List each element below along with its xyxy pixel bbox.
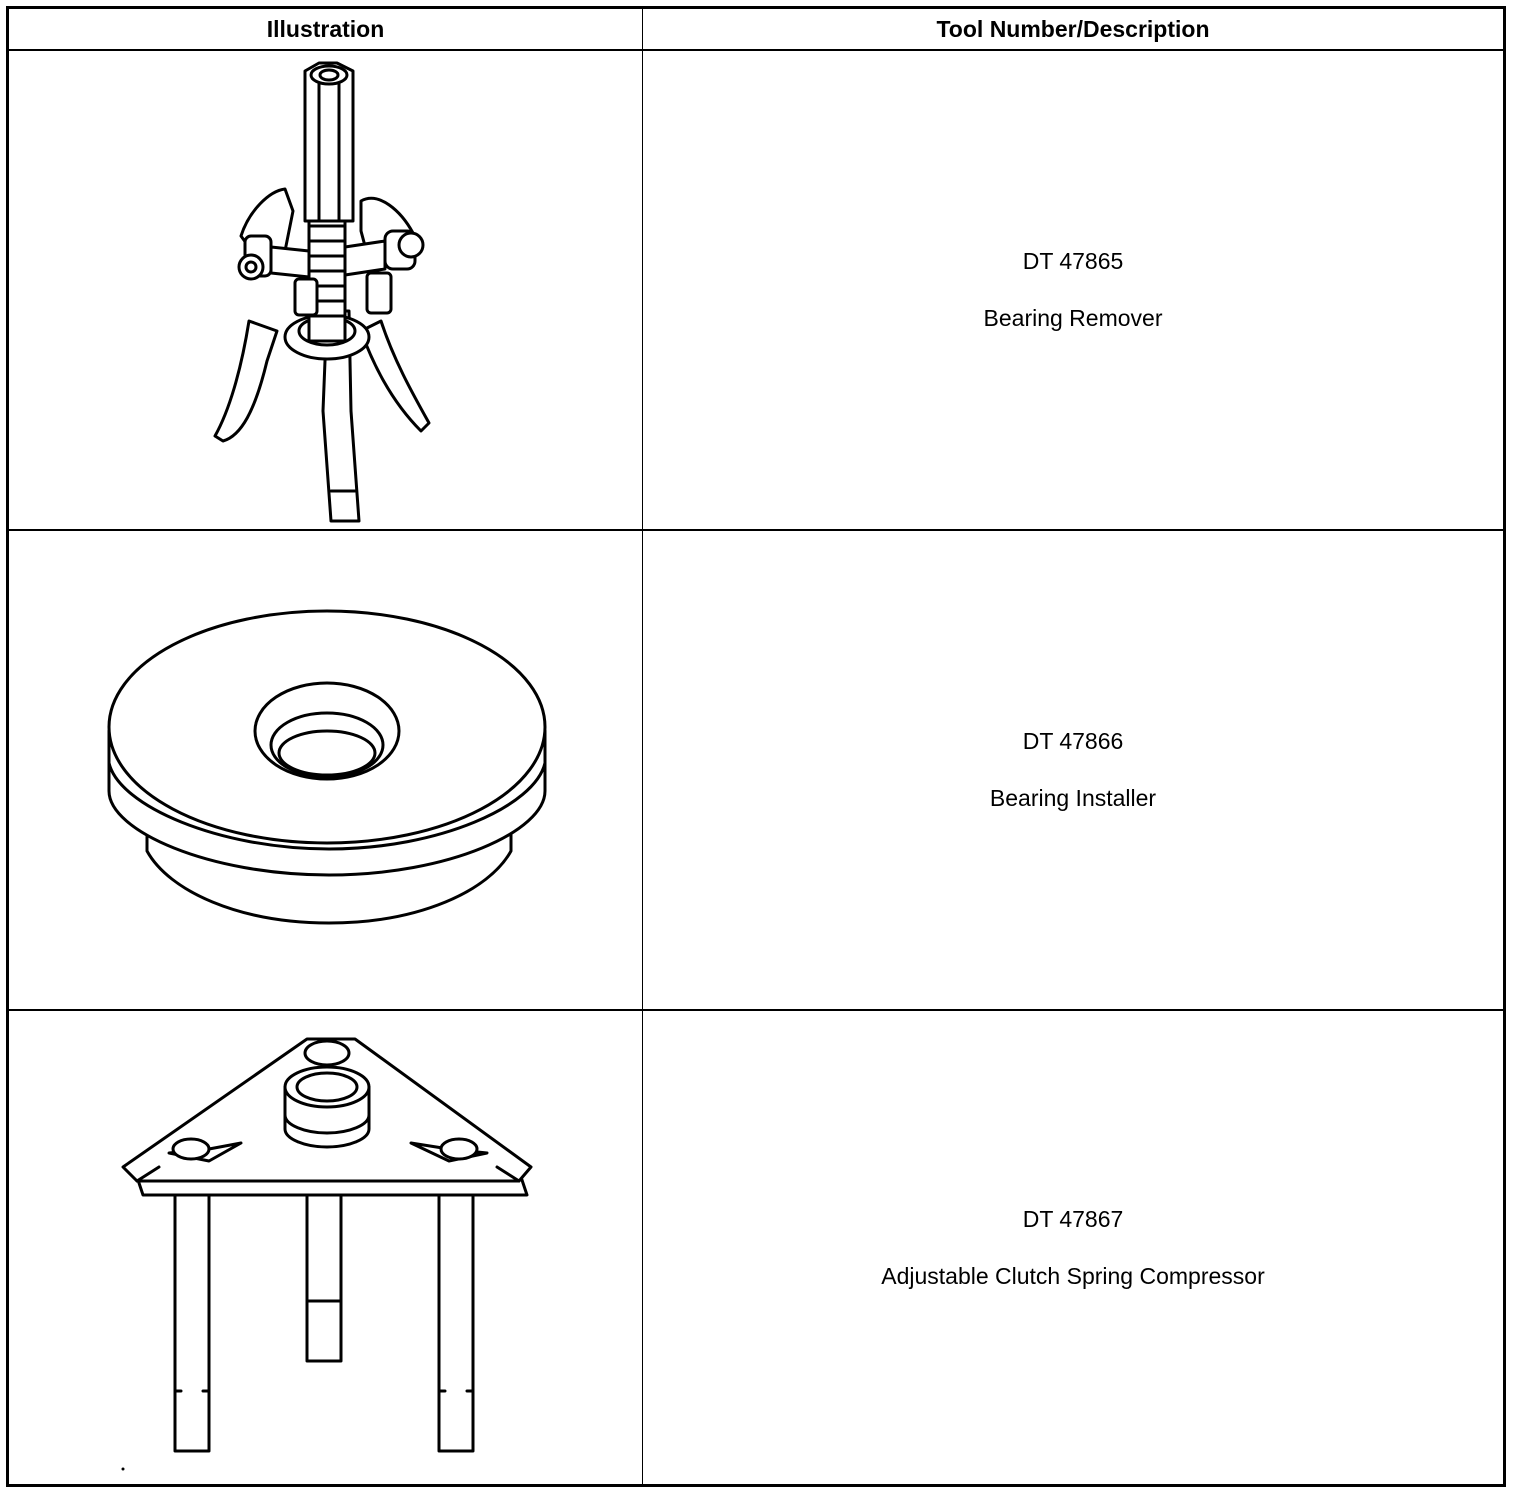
tool-description: Adjustable Clutch Spring Compressor	[881, 1262, 1265, 1289]
illustration-cell	[9, 531, 642, 1009]
header-tool-number-description: Tool Number/Description	[936, 15, 1210, 42]
description-cell	[643, 1011, 1503, 1484]
table-row	[9, 51, 1503, 529]
table-header-row	[9, 9, 1503, 51]
three-jaw-bearing-remover-icon	[9, 51, 642, 529]
tool-description: Bearing Remover	[983, 305, 1163, 331]
table-row	[9, 531, 1503, 1009]
illustration-cell	[9, 51, 642, 529]
description-cell	[643, 51, 1503, 529]
tool-number: DT 47865	[1022, 248, 1124, 274]
tool-description: Bearing Installer	[989, 785, 1157, 811]
table-row	[9, 1011, 1503, 1484]
clutch-spring-compressor-icon	[9, 1011, 642, 1484]
header-illustration: Illustration	[266, 15, 385, 42]
bearing-installer-disc-icon	[9, 531, 642, 1009]
tool-number: DT 47867	[1022, 1205, 1124, 1232]
description-cell	[643, 531, 1503, 1009]
illustration-cell	[9, 1011, 642, 1484]
tool-number: DT 47866	[1022, 728, 1124, 754]
special-tools-table	[6, 6, 1506, 1487]
